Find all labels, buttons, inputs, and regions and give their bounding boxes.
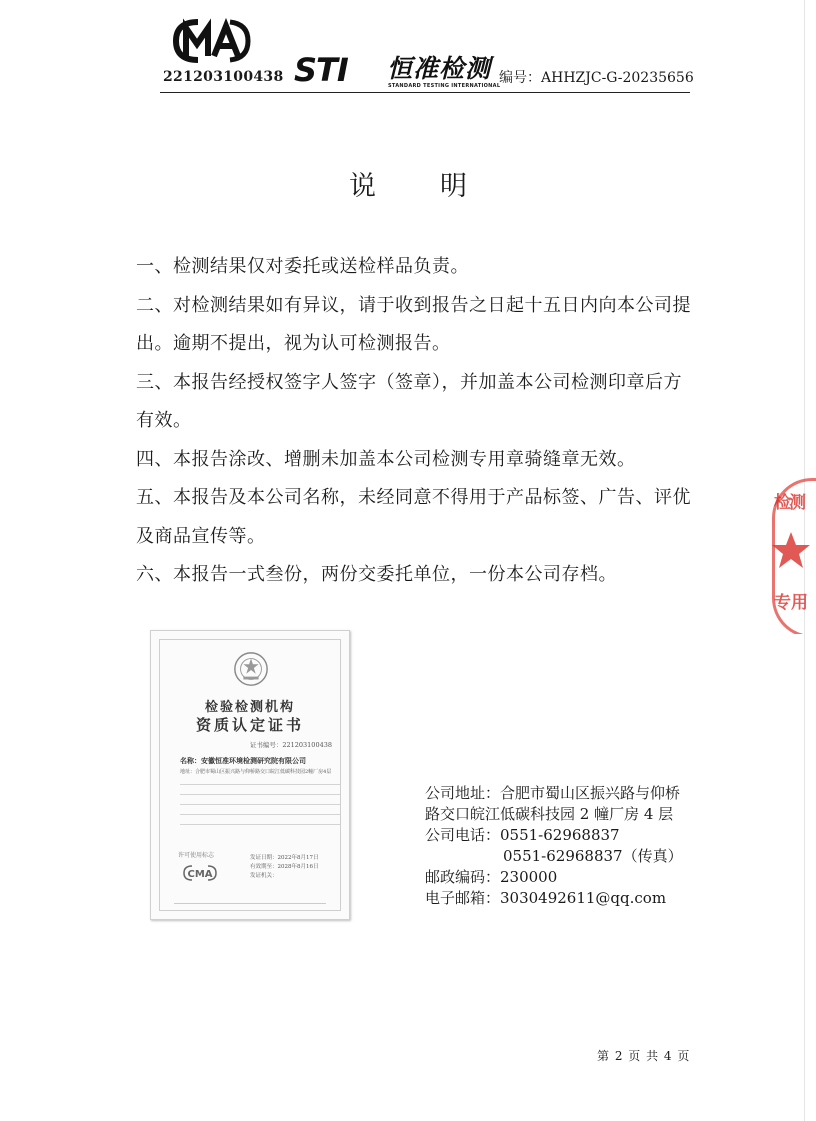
company-logo-mark: STI [294,51,348,89]
page-title: 说明 [349,171,531,202]
contact-info [425,783,725,909]
certificate-dates [250,854,319,881]
seam-stamp-text-bottom: 专用 [774,593,808,613]
contact-fax: 0551-62968837（传真） [503,847,683,865]
national-emblem-icon [232,650,270,688]
notes-list [136,248,692,595]
certificate-cma-mark-icon [182,864,218,882]
certificate-company-name: 名称：安徽恒准环境检测研究院有限公司 [180,756,306,765]
certificate-body-text [180,784,340,834]
certificate-heading-1: 检验检测机构 [204,700,295,715]
report-number: 编号：AHHZJC-G-20235656 [499,70,694,86]
certificate-frame [159,639,341,911]
contact-postcode: 邮政编码：230000 [425,868,558,886]
note-item: 三、本报告经授权签字人签字（签章），并加盖本公司检测印章后方有效。 [136,371,682,431]
certificate-address: 地址：合肥市蜀山区振兴路与仰桥路交口皖江低碳科技园2幢厂房4层 [180,769,332,775]
contact-email: 电子邮箱：3030492611@qq.com [425,889,667,907]
certificate-footer-line [174,903,326,904]
company-logo-en: STANDARD TESTING INTERNATIONAL [388,83,501,89]
note-item: 六、本报告一式叁份，两份交委托单位，一份本公司存档。 [136,564,617,585]
page-number: 第 2 页 共 4 页 [597,1049,691,1063]
certificate-issue-date: 发证日期：2022年8月17日 [250,855,319,861]
note-item: 五、本报告及本公司名称，未经同意不得用于产品标签、广告、评优及商品宣传等。 [136,487,691,547]
certificate-cma-mark-text: CMA [187,869,213,880]
cma-cert-number: 221203100438 [163,69,284,85]
seam-stamp [762,478,816,634]
company-logo-cn: 恒准检测 [387,54,492,83]
cma-logo-icon [170,16,252,66]
note-item: 一、检测结果仅对委托或送检样品负责。 [136,256,469,277]
certificate-heading-2: 资质认定证书 [195,716,304,734]
seam-stamp-text-top: 检测 [774,493,804,513]
contact-phone: 公司电话：0551-62968837 [425,826,620,844]
company-logo [294,51,501,90]
certificate-image [150,630,350,920]
certificate-mark-label: 许可使用标志 [178,852,215,859]
certificate-number: 证书编号：221203100438 [249,741,332,749]
star-icon [771,530,811,570]
certificate-issuer: 发证机关： [250,873,278,879]
contact-address: 公司地址：合肥市蜀山区振兴路与仰桥路交口皖江低碳科技园 2 幢厂房 4 层 [425,784,681,823]
certificate-valid-until: 有效期至：2028年8月16日 [250,864,319,870]
note-item: 二、对检测结果如有异议，请于收到报告之日起十五日内向本公司提出。逾期不提出，视为认可检测报告。 [136,294,691,354]
header-divider [160,92,690,93]
note-item: 四、本报告涂改、增删未加盖本公司检测专用章骑缝章无效。 [136,448,636,470]
